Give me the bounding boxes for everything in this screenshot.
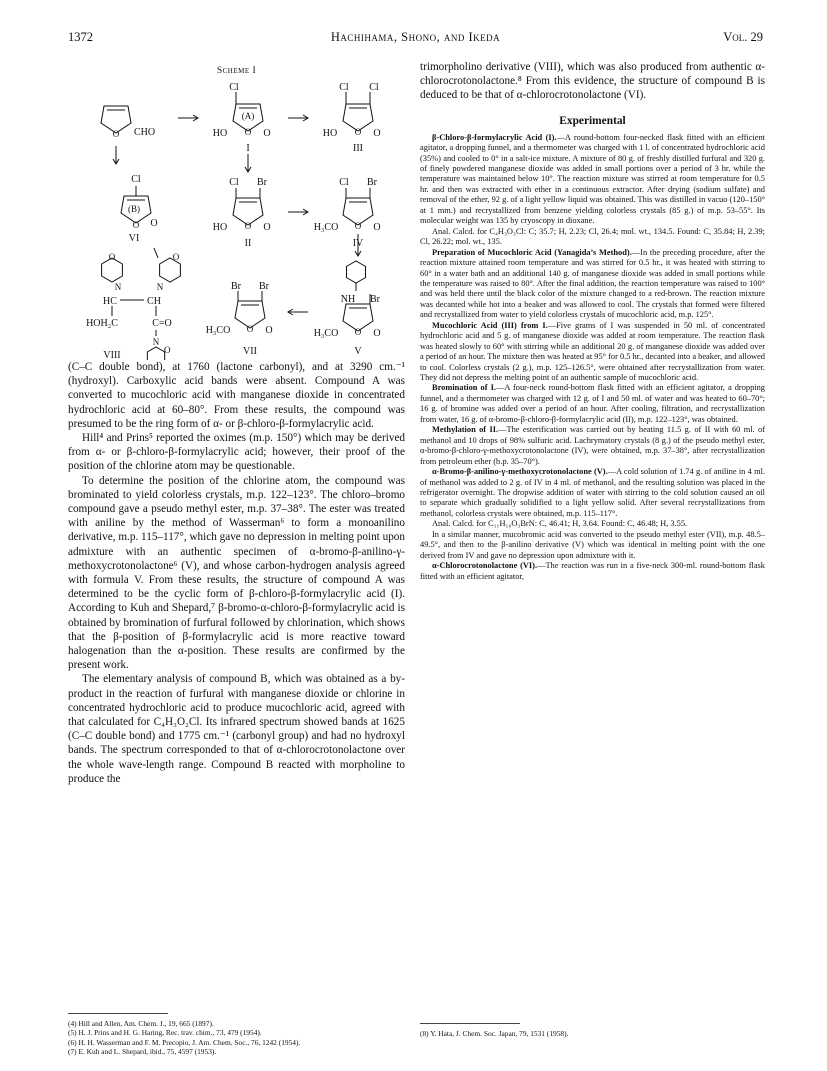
scheme-label: O [354, 221, 362, 231]
footnotes-left [68, 1019, 405, 1057]
scheme-label: O [172, 252, 180, 262]
procedure-text: —A round-bottom four-necked flask fitted with an efficient agitator, a dropping funnel, and a thermometer was charged with 1 l. of concentrated hydrochloric acid (35%) and cooled to 0° in a salt-ice mixture. A mixture of 80 g. of freshly distilled furfural and 320 g. of finely powdered manganese dioxide was added in small portions over a period of 3 hr. while the temperature was maintained below 10°. The reaction mixture was stirred at room temperature for 0.5 hr. and then was extracted with ether in a continuous extractor. After drying (sodium sulfate) and removal of the ether, 92 g. of a light yellow liquid was obtained. This was distilled in vacuo (120–150° at 1 mm.) and recrystallized from benzene yielding colorless crystals (85 g.) of m.p. 53–55°. Its molecular weight was 135 by cryoscopy in dioxane. [420, 132, 765, 226]
scheme-label: Cl [131, 174, 141, 185]
scheme-label: V [354, 346, 362, 357]
scheme-label: H₃CO [313, 222, 339, 233]
scheme-label: C=O [152, 318, 172, 329]
experimental-paragraph [420, 467, 765, 519]
scheme-label: O [354, 127, 362, 137]
scheme-label: O [263, 128, 271, 139]
scheme-label: O [373, 328, 381, 339]
scheme-label: HO [212, 128, 228, 139]
experimental-paragraph [420, 530, 765, 561]
left-body-text [68, 360, 405, 786]
body-paragraph: (C–C double bond), at 1760 (lactone carbonyl), and at 3290 cm.⁻¹ (hydroxyl). Carboxylic acid bands were absent. Compound A was converted to mucochloric acid with manganese dioxide in concentrated hydrochloric acid at 60–80°. From these results, the compound was presumed to be the ring form of α- or β-chloro-β-formylacrylic acid. [68, 361, 405, 430]
reaction-arrow [154, 248, 158, 258]
scheme-label: O [246, 324, 254, 334]
scheme-label: Br [231, 281, 241, 292]
scheme-label: (A) [241, 111, 255, 121]
scheme-label: HO [212, 222, 228, 233]
scheme-label: Cl [339, 177, 349, 188]
scheme-label: O [244, 127, 252, 137]
scheme-figure [68, 60, 405, 360]
scheme-label: II [244, 238, 252, 249]
scheme-label: Br [370, 294, 380, 305]
scheme-label: O [263, 222, 271, 233]
scheme-label: N [114, 282, 122, 292]
experimental-paragraph [420, 561, 765, 582]
scheme-label: O [373, 128, 381, 139]
procedure-heading: β-Chloro-β-formylacrylic Acid (I). [432, 132, 557, 142]
procedure-text: Anal. Calcd. for C₁₁H₁₀O₃BrN: C, 46.41; H, 3.64. Found: C, 46.48; H, 3.55. [432, 519, 688, 529]
body-paragraph: To determine the position of the chlorine atom, the compound was brominated to yield colorless crystals, m.p. 122–123°. The chloro–bromo compound gave a pseudo methyl ester, m.p. 37–38°. The ester was treated with aniline by the method of Wasserman⁶ to form a monoanilino derivative, m.p. 115–117°, which gave no depression in melting point upon admixture with an authentic specimen of α-bromo-β-anilino-γ-methoxycrotonolactone⁶ (V), and whose carbon-hydrogen analysis agreed with formula V. From these results, the structure of compound A was determined to be the cyclic form of β-chloro-β-formylacrylic acid (I). According to Kuh and Shepard,⁷ β-bromo-α-chloro-β-formylacrylic acid is obtained by bromination of furfural followed by chlorination, which shows that the β-position of β-formylacrylic acid is more reactive toward halogenation than the α-position. These results are confirmed by the present work. [68, 474, 405, 672]
scheme-label: Cl [369, 82, 379, 93]
volume-label: Vol. 29 [723, 30, 763, 44]
scheme-label: O [112, 129, 120, 139]
scheme-label: VII [243, 346, 257, 357]
experimental-paragraph [420, 133, 765, 227]
scheme-label: HC [103, 296, 117, 307]
footnote: (6) H. H. Wasserman and F. M. Precopio, J. Am. Chem. Soc., 76, 1242 (1954). [68, 1037, 301, 1047]
experimental-heading: Experimental [559, 114, 626, 127]
procedure-heading: α-Chlorocrotonolactone (VI). [432, 561, 538, 571]
procedure-heading: Preparation of Mucochloric Acid (Yanagida’s Method). [432, 247, 632, 257]
experimental-paragraph [420, 321, 765, 384]
footnote: (7) E. Kuh and L. Shepard, ibid., 75, 4597 (1953). [68, 1047, 217, 1057]
procedure-text: —The esterification was carried out by heating 11.5 g. of II with 60 ml. of methanol and 10 drops of 98% sulfuric acid. Lachrymatory crystals (8 g.) of the pseudo methyl ester, α-bromo-β-chloro-γ-methoxycrotonolactone (IV), were obtained, m.p. 37–38°, after recrystallization from petroleum ether (b.p. 35–70°). [420, 425, 765, 466]
procedure-text: —The reaction was run in a five-neck 300-ml. round-bottom flask fitted with an efficient agitator, [420, 561, 765, 581]
morpholine-ring [346, 261, 365, 283]
scheme-label: (B) [128, 204, 140, 214]
right-intro-paragraph: trimorpholino derivative (VIII), which was also produced from authentic α-chlorocrotonolactone.⁸ From this evidence, the structure of compound B is deduced to be that of α-chlorocrotonolactone (VI). [420, 61, 765, 102]
scheme-label: Cl [339, 82, 349, 93]
scheme-label: O [244, 221, 252, 231]
scheme-label: III [353, 143, 363, 154]
scheme-label: Cl [229, 177, 239, 188]
procedure-text: —A four-neck round-bottom flask fitted with an efficient agitator, a dropping funnel, and a thermometer was charged with 12 g. of I and 50 ml. of water and was heated to 60–70°; 16 g. of bromine was added over a period of an hour. After cooling, filtration, and recrystallization from water, 16 g. of α-bromo-β-chloro-β-formylacrylic acid (II), m.p. 122–123°, was obtained. [420, 383, 765, 424]
footnote: (8) Y. Hata, J. Chem. Soc. Japan, 79, 1531 (1958). [420, 1029, 569, 1038]
scheme-label: O [373, 222, 381, 233]
procedure-heading: Mucochloric Acid (III) from I. [432, 320, 548, 330]
scheme-label: O [132, 220, 140, 230]
scheme-label: I [246, 143, 250, 154]
running-authors: Hachihama, Shono, and Ikeda [330, 30, 501, 44]
experimental-paragraph [420, 248, 765, 321]
scheme-label: HOH₂C [86, 318, 118, 329]
scheme-label: O [108, 252, 116, 262]
scheme-label: Br [367, 177, 377, 188]
procedure-text: —Five grams of I was suspended in 50 ml. of concentrated hydrochloric acid and 5 g. of manganese dioxide was added at room temperature. The reaction flask was heated slowly to 60° with stirring while an additional 20 g. of manganese dioxide was added over a period of an hour. The mixture then was heated at 95° for 0.5 hr., decanted into a beaker, and allowed to cool. Colorless crystals (2 g.), m.p. 125–126.5°, were obtained after recrystallization from water. They did not depress the melting point of an authentic sample of mucochloric acid. [420, 320, 765, 383]
page-number: 1372 [68, 30, 93, 44]
procedure-text: Anal. Calcd. for C₄H₃O₃Cl: C; 35.7; H, 2.23; Cl, 26.4; mol. wt., 134.5. Found: C, 35.84; H, 2.39; Cl, 26.22; mol. wt., 135. [420, 226, 765, 247]
body-paragraph: Hill⁴ and Prins⁵ reported the oximes (m.p. 150°) which may be derived from α- or β-chloro-β-formylacrylic acid; however, their proof of the position of the chlorine atom may be questionable. [68, 432, 405, 473]
scheme-label: O [164, 345, 171, 355]
right-column [420, 60, 765, 582]
scheme-label: IV [352, 238, 364, 249]
procedure-text: —In the preceding procedure, after the reaction mixture attained room temperature and was stirred for 0.5 hr., it was heated with stirring to 60° in a water bath and an additional 140 g. of manganese dioxide was added in small portions while the temperature was raised to 80°. After the final addition, the reaction temperature was raised to 100° and was held there until the black color of the mixture changed to a red-brown. The reaction mixture was decanted while hot into a beaker and was allowed to cool. The crystals that formed were filtered and recrystallized from water to yield colorless crystals of mucochloric acid, m.p. 125°. [420, 247, 766, 320]
scheme-label: H₃CO [313, 328, 339, 339]
footnote-rule-left [68, 1013, 168, 1014]
procedure-text: In a similar manner, mucobromic acid was converted to the pseudo methyl ester (VII), m.p. 48.5–49.5°, and then to the β-anilino derivative (V) which was identical in melting point with the one derived from IV and gave no depression upon admixture with it. [420, 529, 765, 560]
scheme-label: CHO [134, 127, 156, 138]
scheme-label: HO [322, 128, 338, 139]
procedure-heading: α-Bromo-β-anilino-γ-methoxycrotonolactone (V). [432, 467, 608, 477]
procedure-heading: Bromination of I. [432, 383, 496, 393]
experimental-paragraph [420, 519, 765, 529]
scheme-label: N [156, 282, 164, 292]
footnote-rule-right [420, 1023, 520, 1024]
procedure-text: —A cold solution of 1.74 g. of aniline in 4 ml. of methanol was added to 2 g. of IV in 4 ml. of methanol, and the resulting solution was placed in the refrigerator overnight. The dropwise addition of water with stirring to the cold solution caused an oil to separate which gradually solidified to a light yellow solid. After several recrystallizations from methanol, colorless crystals were obtained, m.p. 115–117°. [420, 467, 766, 518]
scheme-label: Br [257, 177, 267, 188]
scheme-label: H₃CO [205, 325, 231, 336]
scheme-label: CH [147, 296, 161, 307]
procedure-heading: Methylation of II. [432, 425, 499, 435]
scheme-title: Scheme I [216, 66, 257, 76]
scheme-label: NH [340, 294, 356, 305]
scheme-label: Cl [229, 82, 239, 93]
experimental-paragraph [420, 227, 765, 248]
scheme-label: Br [259, 281, 269, 292]
page-header [68, 30, 763, 46]
footnotes-right [420, 1029, 765, 1038]
experimental-paragraph [420, 425, 765, 467]
scheme-label: O [354, 327, 362, 337]
scheme-label: O [150, 218, 158, 229]
footnote: (4) Hill and Allen, Am. Chem. J., 19, 665 (1897). [68, 1019, 214, 1028]
footnote: (5) H. J. Prins and H. G. Haring, Rec. trav. chim., 73, 479 (1954). [68, 1028, 262, 1038]
left-column [68, 60, 405, 786]
scheme-label: N [152, 337, 160, 347]
scheme-label: VI [128, 233, 140, 244]
scheme-label: O [265, 325, 273, 336]
experimental-section [420, 133, 765, 582]
reaction-scheme-diagram [68, 60, 405, 360]
scheme-label: VIII [103, 350, 121, 360]
morpholine-ring [147, 347, 164, 360]
experimental-paragraph [420, 383, 765, 425]
body-paragraph: The elementary analysis of compound B, which was obtained as a by-product in the reaction of furfural with manganese dioxide or chlorine in concentrated hydrochloric acid to produce mucochloric acid, agreed with that calculated for C₄H₃O₂Cl. Its infrared spectrum showed bands at 1625 (C–C double bond) and 1775 cm.⁻¹ (carbonyl group) and had no hydroxyl bands. The spectrum corresponded to that of α-chlorocrotonolactone over the whole wave-length range. Compound B reacted with morpholine to produce the [68, 673, 405, 785]
